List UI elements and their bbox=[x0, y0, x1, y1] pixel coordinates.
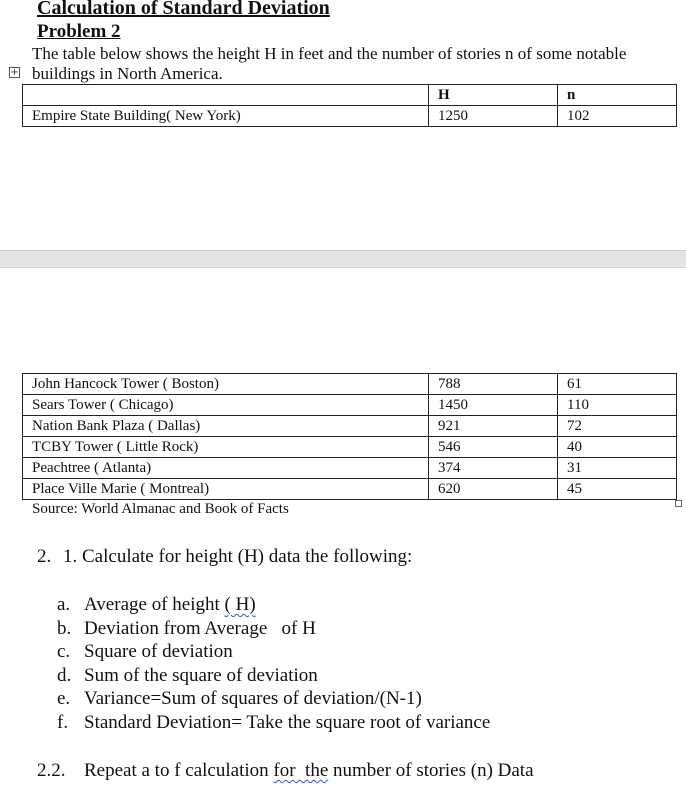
table-row bbox=[23, 479, 677, 500]
question-1-text: 1. Calculate for height (H) data the following: bbox=[63, 546, 413, 567]
question-2-text: Repeat a to f calculation for the number of stories (n) Data bbox=[84, 760, 534, 781]
height-cell[interactable]: 620 bbox=[429, 479, 558, 500]
stories-cell[interactable]: 72 bbox=[558, 416, 677, 437]
question-1-number: 2. bbox=[37, 546, 52, 567]
list-item: Sum of the square of deviation bbox=[84, 665, 318, 686]
building-name-cell[interactable]: Empire State Building( New York) bbox=[23, 106, 429, 127]
building-name-cell[interactable]: TCBY Tower ( Little Rock) bbox=[23, 437, 429, 458]
source-note: Source: World Almanac and Book of Facts bbox=[32, 501, 289, 517]
table-move-handle-icon[interactable]: + bbox=[10, 67, 19, 78]
table-row bbox=[23, 416, 677, 437]
question-2-number: 2.2. bbox=[37, 760, 66, 781]
height-cell[interactable]: 1450 bbox=[429, 395, 558, 416]
list-item: Standard Deviation= Take the square root of variance bbox=[84, 712, 491, 733]
stories-cell[interactable]: 61 bbox=[558, 374, 677, 395]
table-resize-handle-icon[interactable] bbox=[675, 500, 682, 507]
building-name-cell[interactable]: Place Ville Marie ( Montreal) bbox=[23, 479, 429, 500]
table-row bbox=[23, 374, 677, 395]
height-cell[interactable]: 788 bbox=[429, 374, 558, 395]
stories-cell[interactable]: 31 bbox=[558, 458, 677, 479]
stories-cell[interactable]: 102 bbox=[558, 106, 677, 127]
table-header-row bbox=[23, 85, 677, 106]
buildings-table-page2 bbox=[22, 373, 677, 500]
header-name-cell[interactable] bbox=[23, 85, 429, 106]
header-n[interactable]: n bbox=[558, 85, 677, 106]
height-cell[interactable]: 921 bbox=[429, 416, 558, 437]
buildings-table-page1 bbox=[22, 84, 677, 127]
stories-cell[interactable]: 110 bbox=[558, 395, 677, 416]
spelling-squiggle: for the bbox=[273, 760, 329, 781]
table-row bbox=[23, 106, 677, 127]
page-break-gap bbox=[0, 250, 686, 268]
list-item: Average of height ( H) bbox=[84, 594, 256, 615]
height-cell[interactable]: 1250 bbox=[429, 106, 558, 127]
intro-line-2: buildings in North America. bbox=[32, 64, 223, 83]
list-item: Square of deviation bbox=[84, 641, 233, 662]
list-marker: d. bbox=[57, 665, 72, 686]
spelling-squiggle: ( H) bbox=[224, 594, 256, 615]
list-item: Deviation from Average of H bbox=[84, 618, 316, 639]
list-marker: b. bbox=[57, 618, 72, 639]
table-row bbox=[23, 437, 677, 458]
building-name-cell[interactable]: Nation Bank Plaza ( Dallas) bbox=[23, 416, 429, 437]
building-name-cell[interactable]: Peachtree ( Atlanta) bbox=[23, 458, 429, 479]
height-cell[interactable]: 546 bbox=[429, 437, 558, 458]
building-name-cell[interactable]: Sears Tower ( Chicago) bbox=[23, 395, 429, 416]
building-name-cell[interactable]: John Hancock Tower ( Boston) bbox=[23, 374, 429, 395]
list-item: Variance=Sum of squares of deviation/(N-1) bbox=[84, 688, 422, 709]
list-marker: c. bbox=[57, 641, 71, 662]
list-marker: e. bbox=[57, 688, 71, 709]
table-row bbox=[23, 395, 677, 416]
stories-cell[interactable]: 45 bbox=[558, 479, 677, 500]
problem-heading: Problem 2 bbox=[37, 21, 121, 42]
list-marker: f. bbox=[57, 712, 69, 733]
height-cell[interactable]: 374 bbox=[429, 458, 558, 479]
document-title: Calculation of Standard Deviation bbox=[37, 0, 330, 19]
intro-line-1: The table below shows the height H in feet and the number of stories n of some notable bbox=[32, 44, 627, 63]
list-marker: a. bbox=[57, 594, 71, 615]
table-row bbox=[23, 458, 677, 479]
stories-cell[interactable]: 40 bbox=[558, 437, 677, 458]
header-h[interactable]: H bbox=[429, 85, 558, 106]
